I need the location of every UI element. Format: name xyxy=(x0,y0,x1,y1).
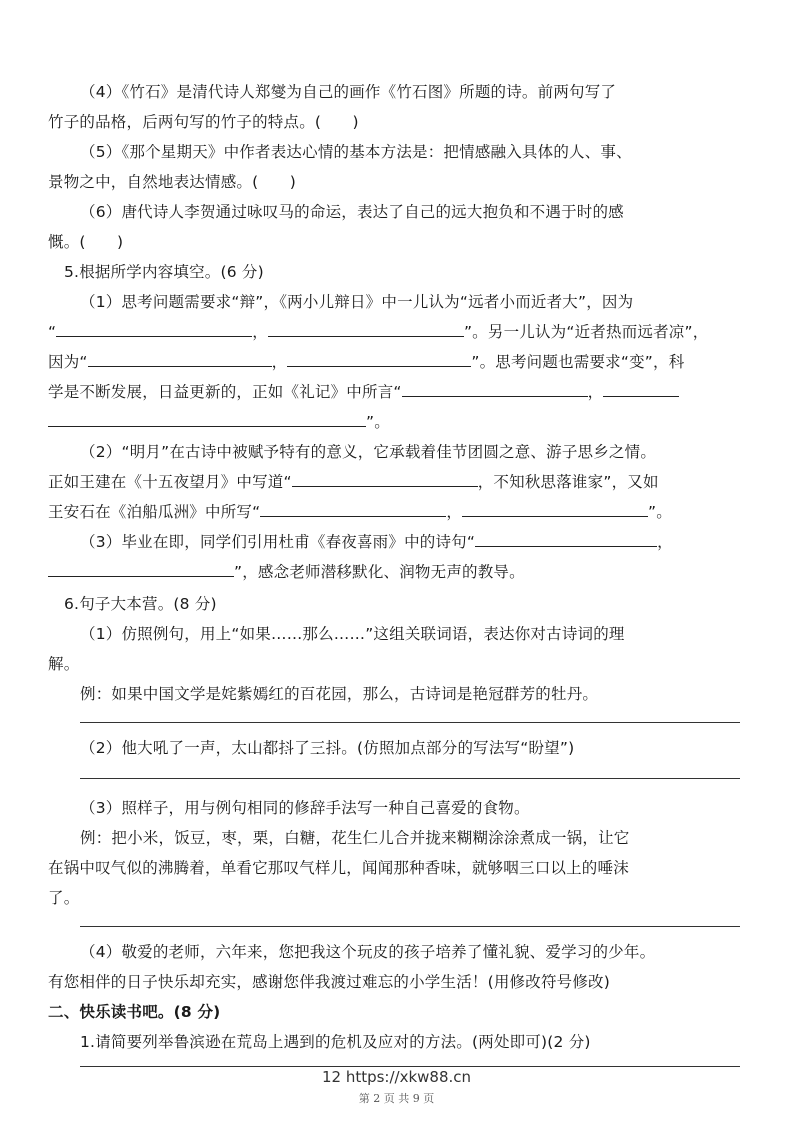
q5-3-line1: （3）毕业在即，同学们引用杜甫《春夜喜雨》中的诗句“ ， xyxy=(80,530,748,554)
q6-4-line1: （4）敬爱的老师，六年来，您把我这个玩皮的孩子培养了懂礼貌、爱学习的少年。 xyxy=(80,943,656,961)
watermark-text: 12 https://xkw88.cn xyxy=(321,1068,472,1086)
blank[interactable] xyxy=(260,500,446,517)
answer-line[interactable] xyxy=(80,926,740,927)
q5-1-line5: ”。 xyxy=(48,410,748,434)
blank[interactable] xyxy=(402,380,588,397)
q6-3-example3: 了。 xyxy=(48,889,80,907)
q5-1-line2: “ ， ”。另一儿认为“近者热而远者凉”， xyxy=(48,320,748,344)
q5-3-line2: ”，感念老师潜移默化、润物无声的教导。 xyxy=(48,560,748,584)
q6-3-example2: 在锅中叹气似的沸腾着，单看它那叹气样儿，闻闻那种香味，就够咽三口以上的唾沫 xyxy=(48,859,629,877)
blank[interactable] xyxy=(287,350,471,367)
q6-3-example1: 例：把小米，饭豆，枣，栗，白糖，花生仁儿合并拢来糊糊涂涂煮成一锅，让它 xyxy=(80,829,630,847)
q1-6-line1: （6）唐代诗人李贺通过咏叹马的命运，表达了自己的远大抱负和不遇于时的感 xyxy=(80,203,624,221)
blank[interactable] xyxy=(48,560,234,577)
q1-6-line2: 慨。( ) xyxy=(48,233,124,251)
q6-1-line1: （1）仿照例句，用上“如果……那么……”这组关联词语，表达你对古诗词的理 xyxy=(80,625,625,643)
q1-5-line1: （5）《那个星期天》中作者表达心情的基本方法是：把情感融入具体的人、事、 xyxy=(80,143,632,161)
answer-line[interactable] xyxy=(80,778,740,779)
q5-1-line3: 因为“ ， ”。思考问题也需要求“变”，科 xyxy=(48,350,748,374)
q6-3-line1: （3）照样子，用与例句相同的修辞手法写一种自己喜爱的食物。 xyxy=(80,799,530,817)
q6-heading: 6.句子大本营。(8 分) xyxy=(64,595,217,613)
blank[interactable] xyxy=(292,470,478,487)
q6-4-line2: 有您相伴的日子快乐却充实，感谢您伴我渡过难忘的小学生活！(用修改符号修改) xyxy=(48,973,610,991)
q5-1-line1: （1）思考问题需要求“辩”，《两小儿辩日》中一儿认为“远者小而近者大”，因为 xyxy=(80,293,634,311)
q5-2-line3: 王安石在《泊船瓜洲》中所写“ ， ”。 xyxy=(48,500,748,524)
blank[interactable] xyxy=(475,530,657,547)
page-number: 第 2 页 共 9 页 xyxy=(358,1092,435,1105)
q5-2-line1: （2）“明月”在古诗中被赋予特有的意义，它承载着佳节团圆之意、游子思乡之情。 xyxy=(80,443,657,461)
answer-line[interactable] xyxy=(80,722,740,723)
q5-2-line2: 正如王建在《十五夜望月》中写道“ ，不知秋思落谁家”，又如 xyxy=(48,470,748,494)
q6-2-line: （2）他大吼了一声，大山都抖了三抖。(仿照加点部分的写法写“盼望”) xyxy=(80,739,575,757)
blank[interactable] xyxy=(268,320,464,337)
blank[interactable] xyxy=(48,410,366,427)
q5-1-line4: 学是不断发展，日益更新的，正如《礼记》中所言“ ， xyxy=(48,380,748,404)
section-two-heading: 二、快乐读书吧。(8 分) xyxy=(48,1003,221,1021)
q1-4-line2: 竹子的品格，后两句写的竹子的特点。( ) xyxy=(48,113,359,131)
blank[interactable] xyxy=(56,320,252,337)
section-two-q1: 1.请简要列举鲁滨逊在荒岛上遇到的危机及应对的方法。(两处即可)(2 分) xyxy=(80,1033,591,1051)
answer-line[interactable] xyxy=(80,1066,740,1067)
dotted-phrase: 大山都抖了三抖 xyxy=(231,739,342,757)
q1-4-line1: （4）《竹石》是清代诗人郑燮为自己的画作《竹石图》所题的诗。前两句写了 xyxy=(80,83,617,101)
q6-1-line2: 解。 xyxy=(48,655,80,673)
q6-1-example: 例：如果中国文学是姹紫嫣红的百花园，那么，古诗词是艳冠群芳的牡丹。 xyxy=(80,685,599,703)
blank[interactable] xyxy=(462,500,648,517)
q5-heading: 5.根据所学内容填空。(6 分) xyxy=(64,263,264,281)
blank[interactable] xyxy=(603,380,679,397)
blank[interactable] xyxy=(88,350,272,367)
q1-5-line2: 景物之中，自然地表达情感。( ) xyxy=(48,173,296,191)
